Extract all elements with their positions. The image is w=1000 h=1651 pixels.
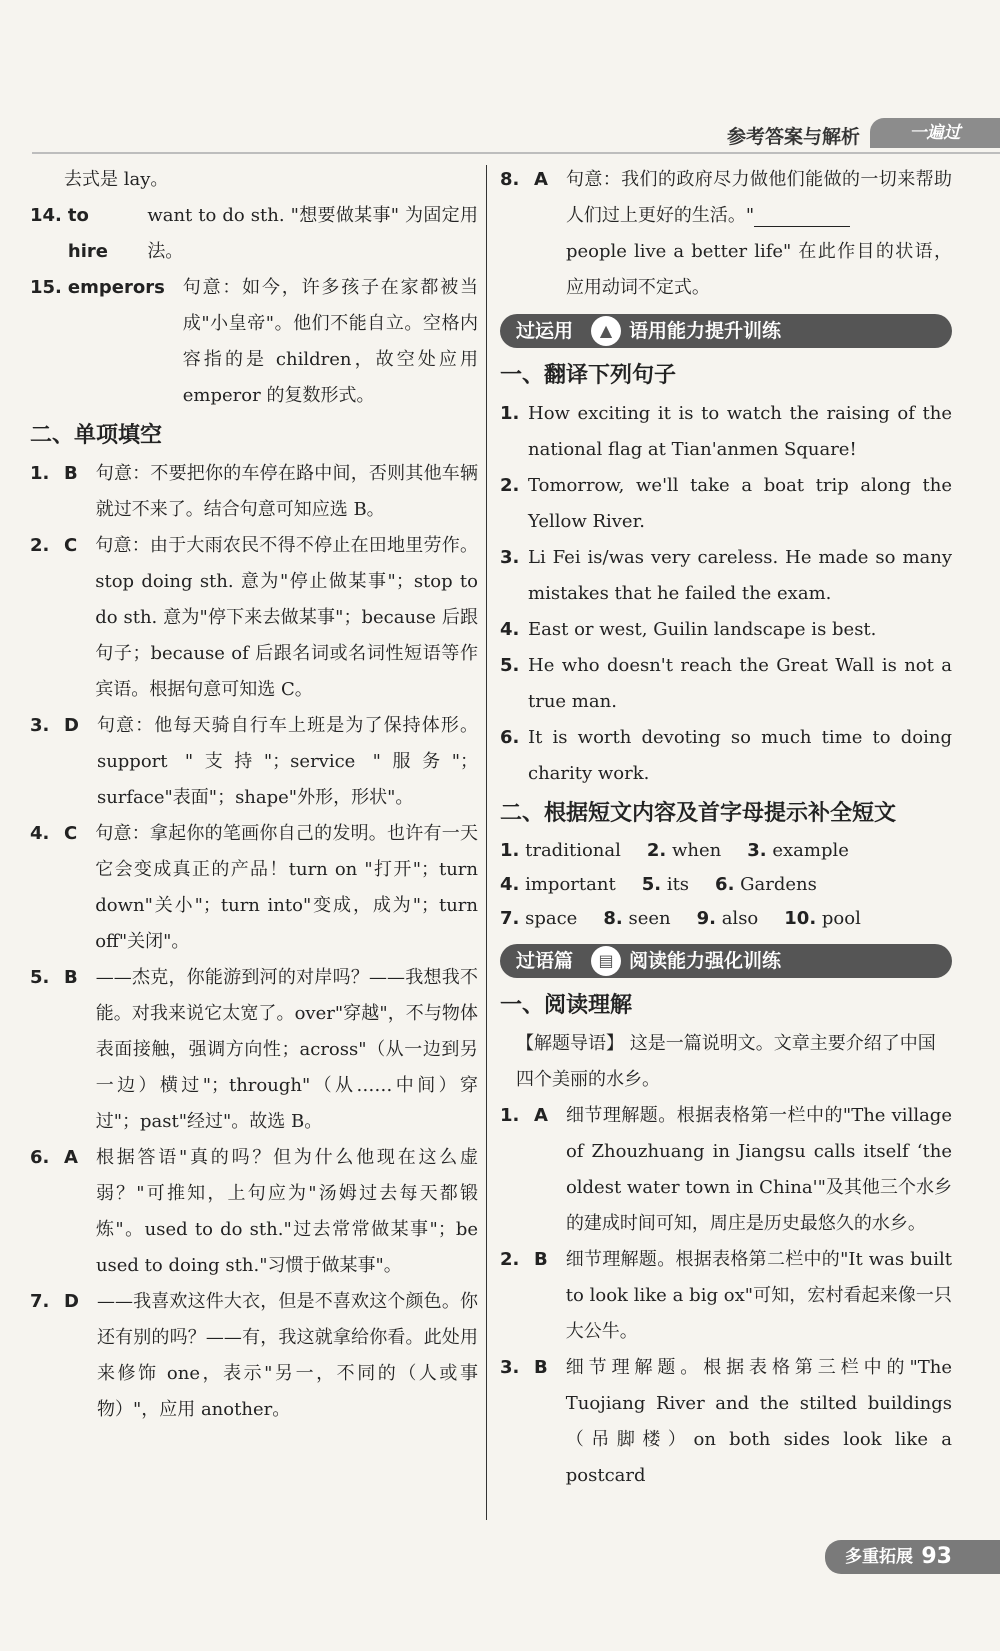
item-key: B	[64, 967, 78, 988]
item-number: 6.	[30, 1147, 50, 1168]
answer-item	[30, 528, 478, 708]
page-number: 93	[921, 1544, 952, 1569]
fill-number: 6.	[715, 874, 735, 895]
item-text: 去式是 lay。	[64, 169, 169, 190]
answer-item	[500, 162, 952, 306]
fill-number: 2.	[646, 840, 667, 861]
item-text: It is worth devoting so much time to doing charity work.	[528, 727, 952, 784]
item-key: A	[64, 1147, 78, 1168]
answer-item	[30, 270, 478, 414]
fill-number: 10.	[784, 908, 817, 929]
section-title-translate: 一、翻译下列句子	[500, 363, 677, 388]
fill-row	[500, 902, 952, 936]
answer-item	[30, 1140, 478, 1284]
page-header	[32, 118, 1000, 154]
item-text: want to do sth. "想要做某事" 为固定用法。	[147, 205, 478, 262]
item-number: 2.	[30, 535, 50, 556]
fill-word: its	[666, 874, 690, 895]
fill-row	[500, 834, 952, 868]
answer-item	[500, 396, 952, 468]
single-choice-list	[30, 456, 478, 1428]
item-text: 句意：他每天骑自行车上班是为了保持体形。support "支持"；service "服务"；surface"表面"；shape"外形，形状"。	[96, 715, 478, 808]
item-text: 根据答语"真的吗？但为什么他现在这么虚弱？"可推知，上句应为"汤姆过去每天都锻炼"。used to do sth."过去常常做某事"；be used to doing sth."习惯于做某事"。	[95, 1147, 478, 1276]
fill-answer	[500, 834, 621, 868]
fill-word: seen	[628, 908, 671, 929]
item-text: How exciting it is to watch the raising of the national flag at Tian'anmen Square!	[528, 403, 952, 460]
item-key: D	[64, 715, 79, 736]
item-text: 细节理解题。根据表格第一栏中的"The village of Zhouzhuang in Jiangsu calls itself ‘the oldest water town in China'"及其他三个水乡的建成时间可知，周庄是历史最悠久的水乡。	[565, 1105, 952, 1234]
translation-list	[500, 396, 952, 792]
item-number: 3.	[500, 547, 520, 568]
item-number: 2.	[500, 475, 520, 496]
section-title-single-choice: 二、单项填空	[30, 423, 163, 448]
item-key: emperors	[67, 277, 165, 298]
item-text-part: people live a better life" 在此作目的状语，应用动词不定式。	[565, 241, 952, 298]
page-footer	[825, 1540, 1000, 1574]
answer-item	[500, 1350, 952, 1494]
section-title-reading: 一、阅读理解	[500, 993, 633, 1018]
item-number: 1.	[500, 403, 520, 424]
brand-logo: 一遍过	[870, 118, 1000, 148]
fill-answer	[500, 902, 577, 936]
answer-item	[500, 540, 952, 612]
answer-item	[500, 1098, 952, 1242]
item-key: A	[534, 169, 548, 190]
item-text: 细节理解题。根据表格第二栏中的"It was built to look like a big ox"可知，宏村看起来像一只大公牛。	[565, 1249, 952, 1342]
fill-word: example	[772, 840, 849, 861]
item-number: 3.	[500, 1357, 520, 1378]
answer-item	[30, 708, 478, 816]
section-title-fill: 二、根据短文内容及首字母提示补全短文	[500, 801, 897, 826]
item-key: to hire	[67, 205, 108, 262]
reading-guide: 【解题导语】 这是一篇说明文。文章主要介绍了中国四个美丽的水乡。	[516, 1033, 936, 1090]
item-text: 句意：不要把你的车停在路中间，否则其他车辆就过不来了。结合句意可知应选 B。	[95, 463, 478, 520]
fill-answer	[603, 902, 670, 936]
fill-number: 8.	[603, 908, 623, 929]
left-column	[30, 162, 478, 1428]
item-number: 1.	[30, 463, 50, 484]
section-banner-usage	[500, 314, 952, 348]
fill-answer	[715, 868, 817, 902]
banner-label: 阅读能力强化训练	[629, 950, 782, 972]
item-number: 5.	[30, 967, 50, 988]
item-key: B	[534, 1357, 548, 1378]
fill-answer	[784, 902, 861, 936]
item-text: Li Fei is/was very careless. He made so many mistakes that he failed the exam.	[528, 547, 952, 604]
fill-word: important	[525, 874, 616, 895]
answer-item	[30, 162, 478, 198]
item-text-part: 句意：我们的政府尽力做他们能做的一切来帮助人们过上更好的生活。"	[565, 169, 952, 226]
footer-label: 多重拓展	[845, 1547, 913, 1567]
item-number: 8.	[500, 169, 520, 190]
fill-word: traditional	[525, 840, 621, 861]
answer-item	[500, 648, 952, 720]
header-title: 参考答案与解析	[726, 126, 860, 148]
answer-item	[30, 456, 478, 528]
item-key: B	[534, 1249, 548, 1270]
item-text: 句意：拿起你的笔画你自己的发明。也许有一天它会变成真正的产品！turn on "打开"；turn down"关小"；turn into"变成，成为"；turn off"关闭"。	[95, 823, 478, 952]
item-number: 6.	[500, 727, 520, 748]
item-key: A	[534, 1105, 548, 1126]
item-number: 15.	[30, 277, 62, 298]
item-key: D	[64, 1291, 79, 1312]
item-number: 3.	[30, 715, 50, 736]
answer-item	[30, 960, 478, 1140]
answer-item	[500, 720, 952, 792]
item-number: 1.	[500, 1105, 520, 1126]
banner-tag: 过运用	[516, 320, 574, 342]
fill-answer	[642, 868, 689, 902]
fill-number: 5.	[641, 874, 662, 895]
left-pre-items	[30, 162, 478, 414]
answer-item	[500, 612, 952, 648]
item-key: C	[64, 535, 78, 556]
right-column	[500, 162, 952, 1494]
answer-blank	[754, 204, 850, 227]
item-text: 句意：如今，许多孩子在家都被当成"小皇帝"。他们不能自立。空格内容指的是 children，故空处应用 emperor 的复数形式。	[182, 277, 478, 406]
item-number: 4.	[500, 619, 520, 640]
fill-answer	[500, 868, 616, 902]
book-icon: ▤	[591, 946, 621, 976]
item-text	[566, 162, 952, 306]
banner-label: 语用能力提升训练	[629, 320, 782, 342]
section-banner-reading	[500, 944, 952, 978]
fill-row	[500, 868, 952, 902]
answer-item	[500, 468, 952, 540]
fill-word: when	[671, 840, 722, 861]
item-number: 7.	[30, 1291, 50, 1312]
fill-word: space	[525, 908, 578, 929]
fill-answer-grid	[500, 834, 952, 936]
answer-item	[30, 816, 478, 960]
item-text: ——我喜欢这件大衣，但是不喜欢这个颜色。你还有别的吗？——有，我这就拿给你看。此处用来修饰 one，表示"另一，不同的（人或事物）"，应用 another。	[96, 1291, 478, 1420]
item-text: Tomorrow, we'll take a boat trip along the Yellow River.	[528, 475, 952, 532]
fill-number: 7.	[500, 908, 520, 929]
fill-answer	[697, 902, 759, 936]
item-key: B	[64, 463, 78, 484]
item-number: 4.	[30, 823, 50, 844]
column-divider	[486, 165, 487, 1520]
fill-word: also	[721, 908, 759, 929]
fill-number: 4.	[500, 874, 520, 895]
item-text: 细节理解题。根据表格第三栏中的"The Tuojiang River and the stilted buildings（吊脚楼）on both sides look like a postcard	[565, 1357, 952, 1486]
reading-answer-list	[500, 1098, 952, 1494]
item-key: C	[64, 823, 78, 844]
chart-up-icon: ▲	[591, 316, 621, 346]
answer-item	[30, 1284, 478, 1428]
fill-number: 3.	[747, 840, 767, 861]
fill-word: Gardens	[740, 874, 817, 895]
banner-tag: 过语篇	[516, 950, 574, 972]
item-text: East or west, Guilin landscape is best.	[528, 619, 877, 640]
fill-number: 9.	[696, 908, 716, 929]
fill-word: pool	[821, 908, 861, 929]
item-number: 2.	[500, 1249, 520, 1270]
item-number: 5.	[500, 655, 520, 676]
answer-item	[500, 1242, 952, 1350]
answer-item	[30, 198, 478, 270]
item-text: 句意：由于大雨农民不得不停止在田地里劳作。stop doing sth. 意为"停止做某事"；stop to do sth. 意为"停下来去做某事"；because 后跟句子；because of 后跟名词或名词性短语等作宾语。根据句意可知选 C。	[95, 535, 478, 700]
fill-answer	[747, 834, 849, 868]
item-text: ——杰克，你能游到河的对岸吗？——我想我不能。对我来说它太宽了。over"穿越"，不与物体表面接触，强调方向性；across"（从一边到另一边）横过"；through"（从……中间）穿过"；past"经过"。故选 B。	[95, 967, 478, 1132]
fill-number: 1.	[500, 840, 520, 861]
item-text: He who doesn't reach the Great Wall is not a true man.	[528, 655, 952, 712]
fill-answer	[647, 834, 721, 868]
item-number: 14.	[30, 205, 62, 226]
